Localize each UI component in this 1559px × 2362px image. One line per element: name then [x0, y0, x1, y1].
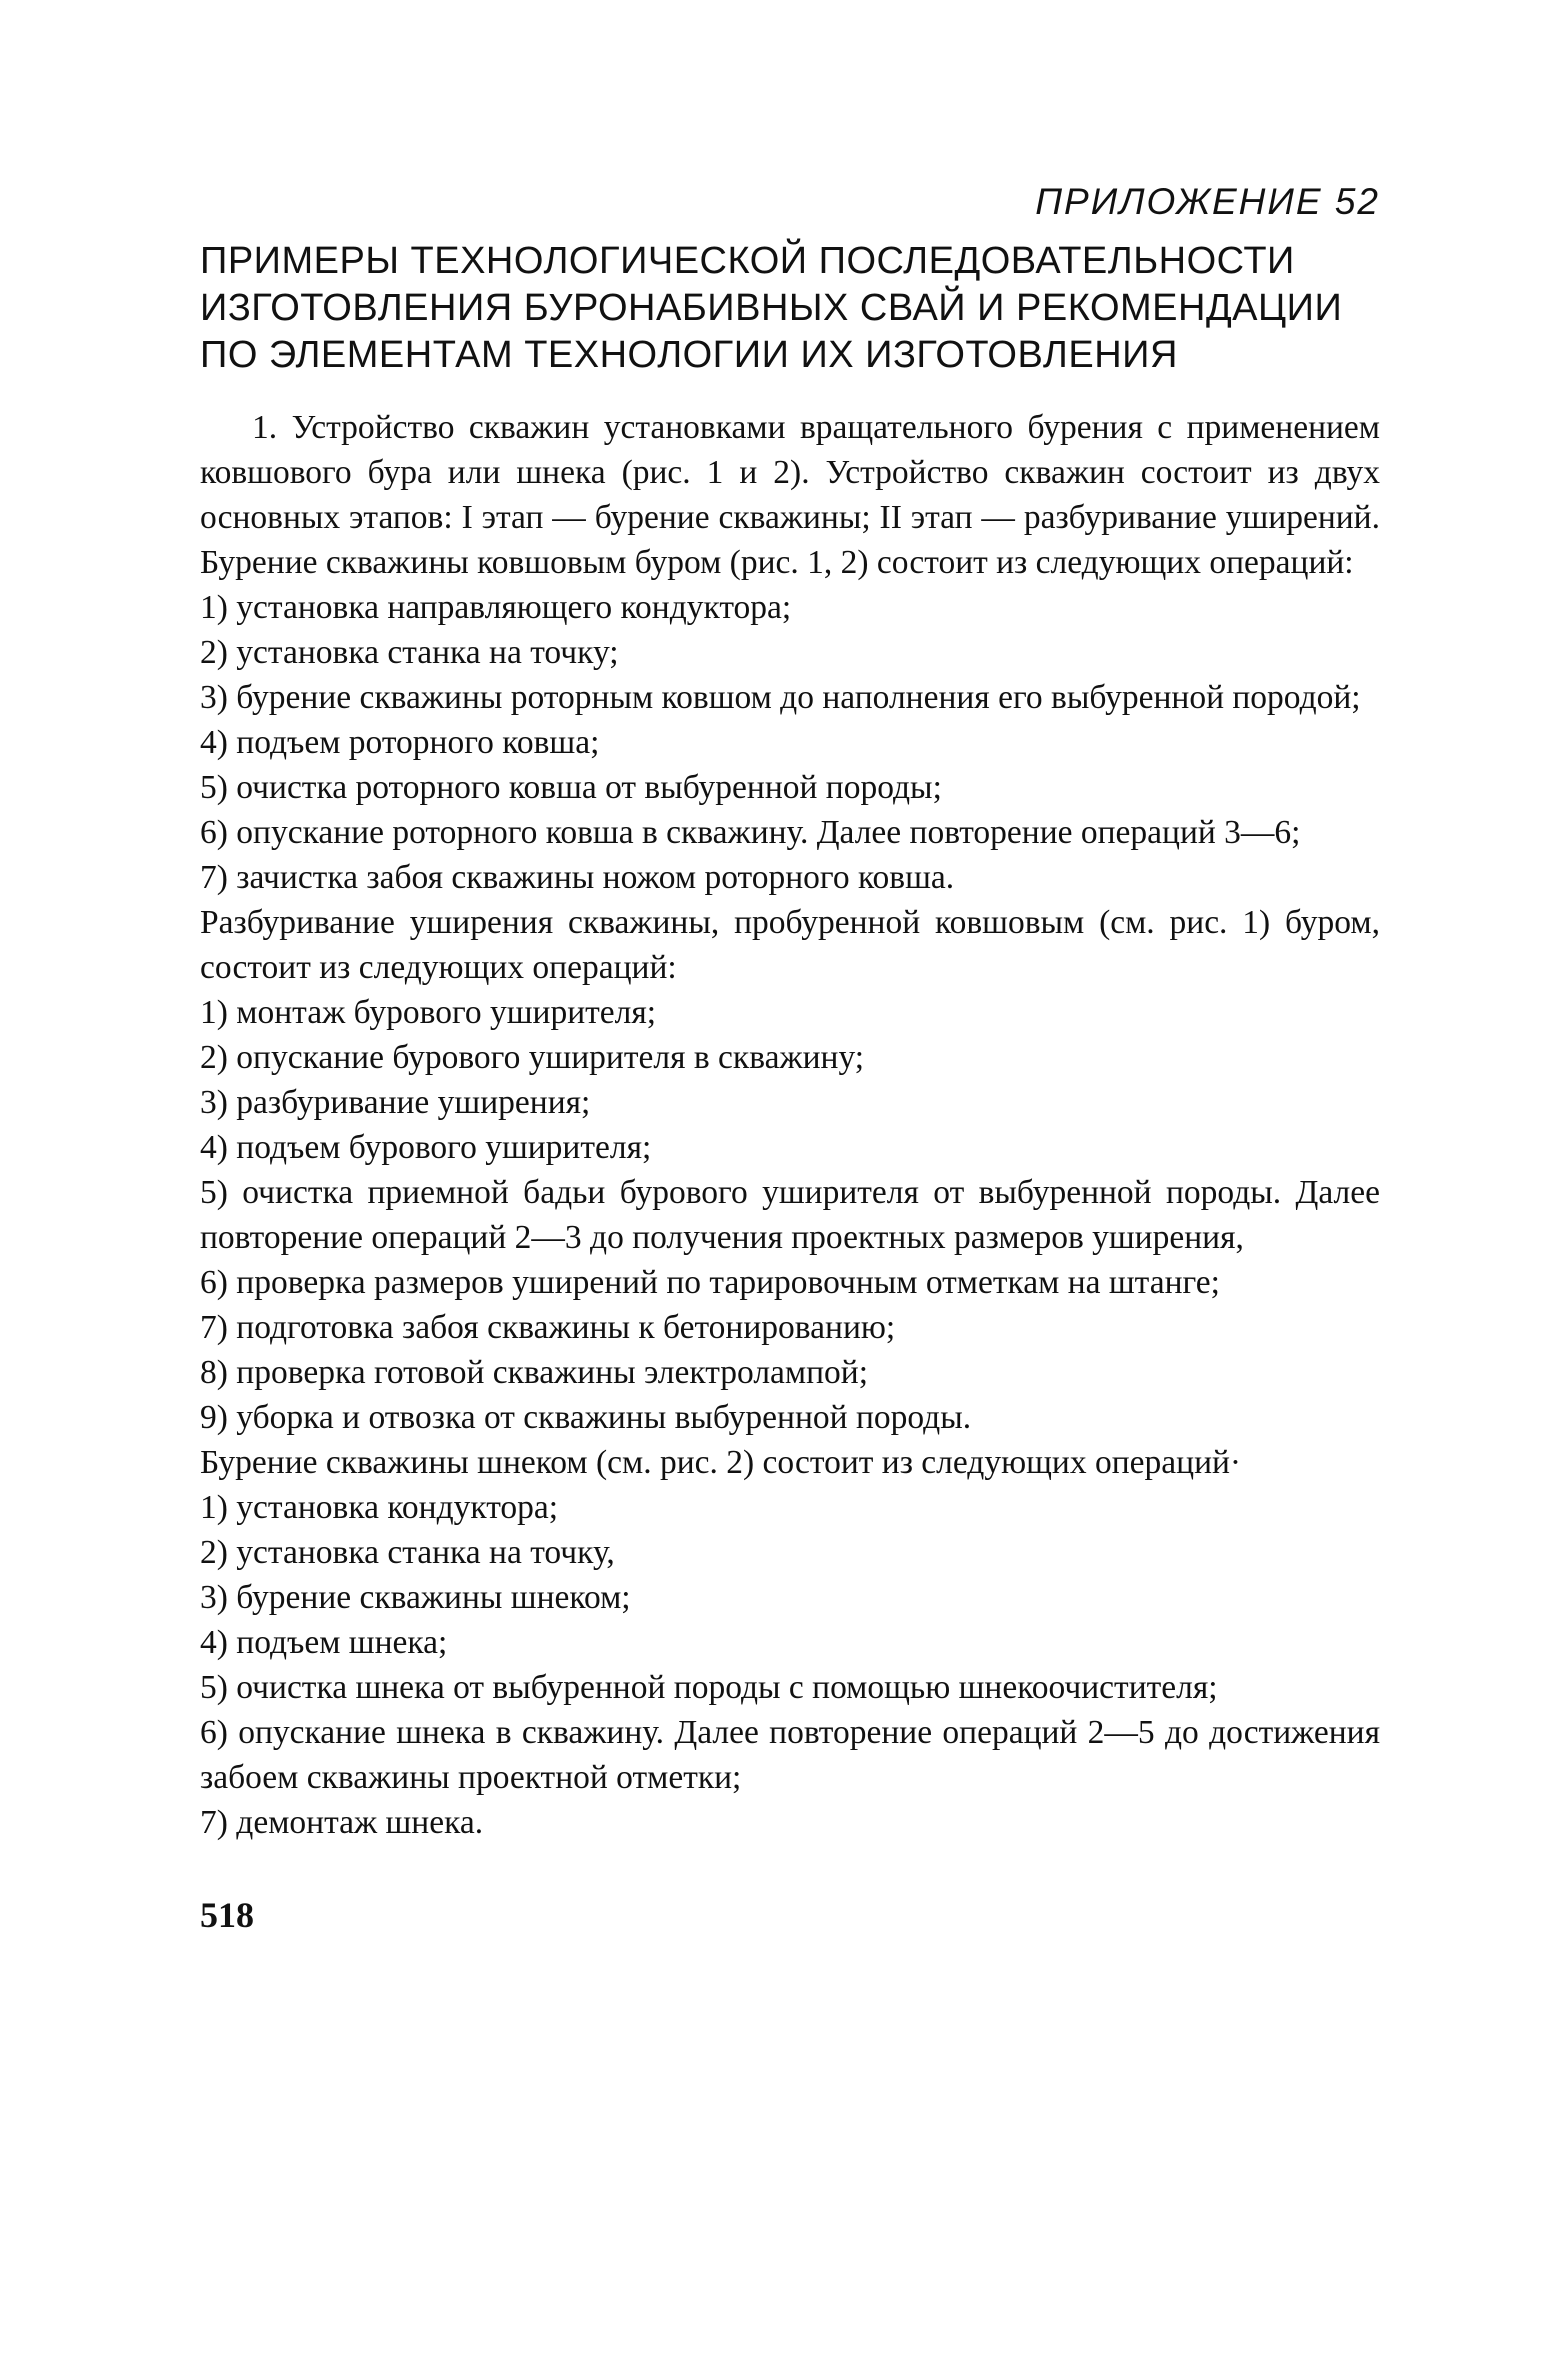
- list-item: 7) демонтаж шнека.: [200, 1804, 484, 1841]
- bucket-operations-list: [200, 585, 1380, 900]
- page-title: [200, 238, 1380, 379]
- list-item: 4) подъем роторного ковша;: [200, 724, 600, 761]
- title-line: ИЗГОТОВЛЕНИЯ БУРОНАБИВНЫХ СВАЙ И РЕКОМЕНДАЦИИ: [200, 287, 1343, 329]
- list-item: 4) подъем шнека;: [200, 1624, 448, 1661]
- list-item: 3) бурение скважины шнеком;: [200, 1579, 631, 1616]
- list-item: 6) опускание роторного ковша в скважину. Далее повторение операций 3—6;: [200, 814, 1301, 851]
- list-item: 3) бурение скважины роторным ковшом до наполнения его выбуренной породой;: [200, 679, 1361, 716]
- list-item: 4) подъем бурового уширителя;: [200, 1129, 652, 1166]
- list-item: 7) зачистка забоя скважины ножом роторного ковша.: [200, 859, 955, 896]
- list-item: 2) установка станка на точку,: [200, 1534, 615, 1571]
- list-item: 2) опускание бурового уширителя в скважину;: [200, 1039, 865, 1076]
- list-item: 1) монтаж бурового уширителя;: [200, 994, 657, 1031]
- list-item: 1) установка кондуктора;: [200, 1489, 559, 1526]
- list-item: 7) подготовка забоя скважины к бетонированию;: [200, 1309, 896, 1346]
- list-item: 5) очистка роторного ковша от выбуренной породы;: [200, 769, 942, 806]
- page-number: 518: [200, 1895, 254, 1935]
- page: [200, 180, 1380, 1937]
- list-item: 3) разбуривание уширения;: [200, 1084, 591, 1121]
- list-item: 5) очистка приемной бадьи бурового уширителя от выбуренной породы. Далее повторение операций 2—3 до получения проектных размеров уширения,: [200, 1174, 1380, 1256]
- list-item: 8) проверка готовой скважины электролампой;: [200, 1354, 869, 1391]
- title-line: ПО ЭЛЕМЕНТАМ ТЕХНОЛОГИИ ИХ ИЗГОТОВЛЕНИЯ: [200, 334, 1178, 376]
- title-line: ПРИМЕРЫ ТЕХНОЛОГИЧЕСКОЙ ПОСЛЕДОВАТЕЛЬНОСТИ: [200, 240, 1295, 282]
- list-item: 2) установка станка на точку;: [200, 634, 619, 671]
- auger-intro: Бурение скважины шнеком (см. рис. 2) состоит из следующих операций·: [200, 1444, 1242, 1481]
- list-item: 6) проверка размеров уширений по тарировочным отметкам на штанге;: [200, 1264, 1220, 1301]
- reaming-intro: Разбуривание уширения скважины, пробуренной ковшовым (см. рис. 1) буром, состоит из следующих операций:: [200, 904, 1380, 986]
- list-item: 1) установка направляющего кондуктора;: [200, 589, 792, 626]
- list-item: 9) уборка и отвозка от скважины выбуренной породы.: [200, 1399, 972, 1436]
- list-item: 5) очистка шнека от выбуренной породы с помощью шнекоочистителя;: [200, 1669, 1218, 1706]
- intro-paragraph: 1. Устройство скважин установками вращательного бурения с применением ковшового бура или шнека (рис. 1 и 2). Устройство скважин состоит из двух основных этапов: I этап — бурение скважины; II этап — разбуривание уширений. Бурение скважины ковшовым буром (рис. 1, 2) состоит из следующих операций:: [200, 409, 1380, 581]
- list-item: 6) опускание шнека в скважину. Далее повторение операций 2—5 до достижения забоем скважины проектной отметки;: [200, 1714, 1380, 1796]
- reaming-operations-list: [200, 990, 1380, 1440]
- auger-operations-list: [200, 1485, 1380, 1845]
- appendix-label: ПРИЛОЖЕНИЕ 52: [1035, 181, 1380, 222]
